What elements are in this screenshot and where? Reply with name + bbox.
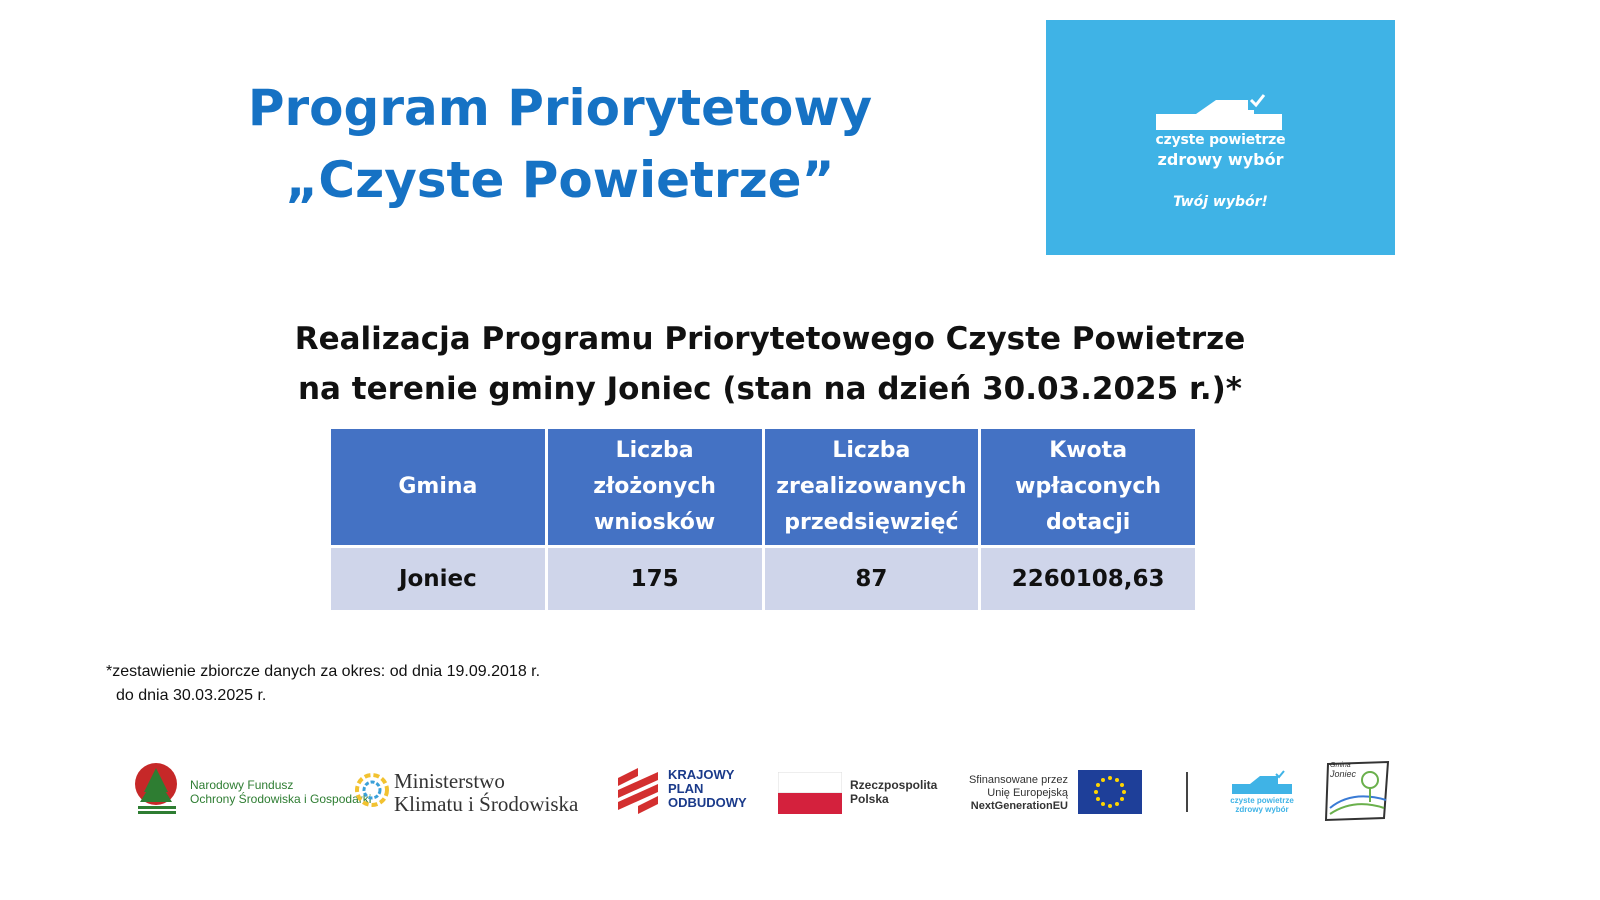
eu-line1: Sfinansowane przez	[968, 774, 1068, 786]
header-line: złożonych	[593, 474, 716, 499]
page-title-line1: Program Priorytetowy	[247, 79, 873, 137]
footer-logos	[120, 752, 1410, 830]
cp-mini-line1: czyste powietrze	[1230, 796, 1294, 805]
rp-line1: Rzeczpospolita	[850, 778, 938, 792]
header-line: zrealizowanych	[776, 474, 967, 499]
cp-mini-text	[1230, 796, 1294, 814]
logo-tagline: Twój wybór!	[1173, 194, 1268, 210]
header-line: dotacji	[1045, 510, 1131, 535]
swirl-icon	[354, 768, 390, 812]
eu-logo	[960, 752, 1160, 830]
header-gmina	[330, 428, 547, 547]
eu-text	[960, 774, 1068, 813]
nfos-line1: Narodowy Fundusz	[190, 778, 294, 792]
footnote-line2: do dnia 30.03.2025 r.	[116, 687, 267, 704]
rp-text	[850, 778, 937, 806]
footnote-line1: *zestawienie zbiorcze danych za okres: od dnia 19.09.2018 r.	[106, 663, 541, 680]
cell-kwota: 2260108,63	[980, 547, 1197, 612]
section-heading	[260, 314, 1280, 414]
eu-line3: NextGenerationEU	[970, 800, 1068, 812]
nfos-tree-icon	[132, 762, 182, 818]
nfos-line2: Ochrony Środowiska i Gospodarki	[190, 792, 372, 806]
header-line: wniosków	[594, 510, 716, 535]
cp-mini-line2: zdrowy wybór	[1235, 805, 1289, 814]
table-header-row	[330, 428, 1197, 547]
section-heading-line2: na terenie gminy Joniec (stan na dzień 30.03.2025 r.)*	[297, 371, 1243, 407]
program-table	[328, 426, 1198, 613]
logo-line1: czyste powietrze	[1155, 132, 1286, 148]
eu-line2: Unię Europejską	[987, 787, 1068, 799]
rp-line2: Polska	[850, 792, 889, 806]
mini-house-icon	[1230, 770, 1294, 796]
header-line: Liczba	[615, 438, 694, 463]
kpo-icon	[618, 766, 660, 814]
header-kwota	[980, 428, 1197, 547]
kpo-logo	[616, 752, 766, 830]
cp-mini-logo	[1230, 752, 1294, 830]
header-wnioski	[546, 428, 763, 547]
polish-flag-icon	[778, 772, 842, 814]
mkis-line1: Ministerstwo	[394, 769, 505, 793]
eu-flag-icon	[1078, 770, 1142, 814]
kpo-line3: ODBUDOWY	[668, 795, 747, 810]
table-row	[330, 547, 1197, 612]
header-line: przedsięwzięć	[784, 510, 959, 535]
cell-gmina: Joniec	[330, 547, 547, 612]
footnote	[106, 660, 540, 708]
header-line: wpłaconych	[1015, 474, 1162, 499]
kpo-text	[668, 768, 747, 810]
joniec-text	[1330, 762, 1356, 778]
page-title	[200, 72, 920, 216]
rp-logo	[776, 752, 946, 830]
section-heading-line1: Realizacja Programu Priorytetowego Czyste Powietrze	[294, 321, 1246, 357]
joniec-logo	[1320, 752, 1400, 830]
nfos-logo	[130, 752, 370, 830]
nfos-text	[190, 778, 371, 806]
header-line: Gmina	[398, 474, 478, 499]
cell-wnioski: 175	[546, 547, 763, 612]
ministerstwo-logo	[352, 752, 602, 830]
joniec-line2: Joniec	[1330, 769, 1357, 779]
house-check-icon	[1154, 92, 1284, 132]
kpo-line2: PLAN	[668, 781, 704, 796]
mkis-line2: Klimatu i Środowiska	[394, 792, 579, 816]
footer-divider	[1186, 772, 1188, 812]
cell-przedsiewziecia: 87	[763, 547, 980, 612]
czyste-powietrze-logo	[1046, 20, 1395, 255]
mkis-text	[394, 770, 578, 816]
page-title-line2: „Czyste Powietrze”	[285, 151, 835, 209]
logo-line2: zdrowy wybór	[1157, 150, 1284, 169]
header-line: Liczba	[832, 438, 911, 463]
joniec-line1: Gmina	[1330, 762, 1351, 769]
kpo-line1: KRAJOWY	[668, 767, 735, 782]
header-przedsiewziecia	[763, 428, 980, 547]
header-line: Kwota	[1049, 438, 1128, 463]
